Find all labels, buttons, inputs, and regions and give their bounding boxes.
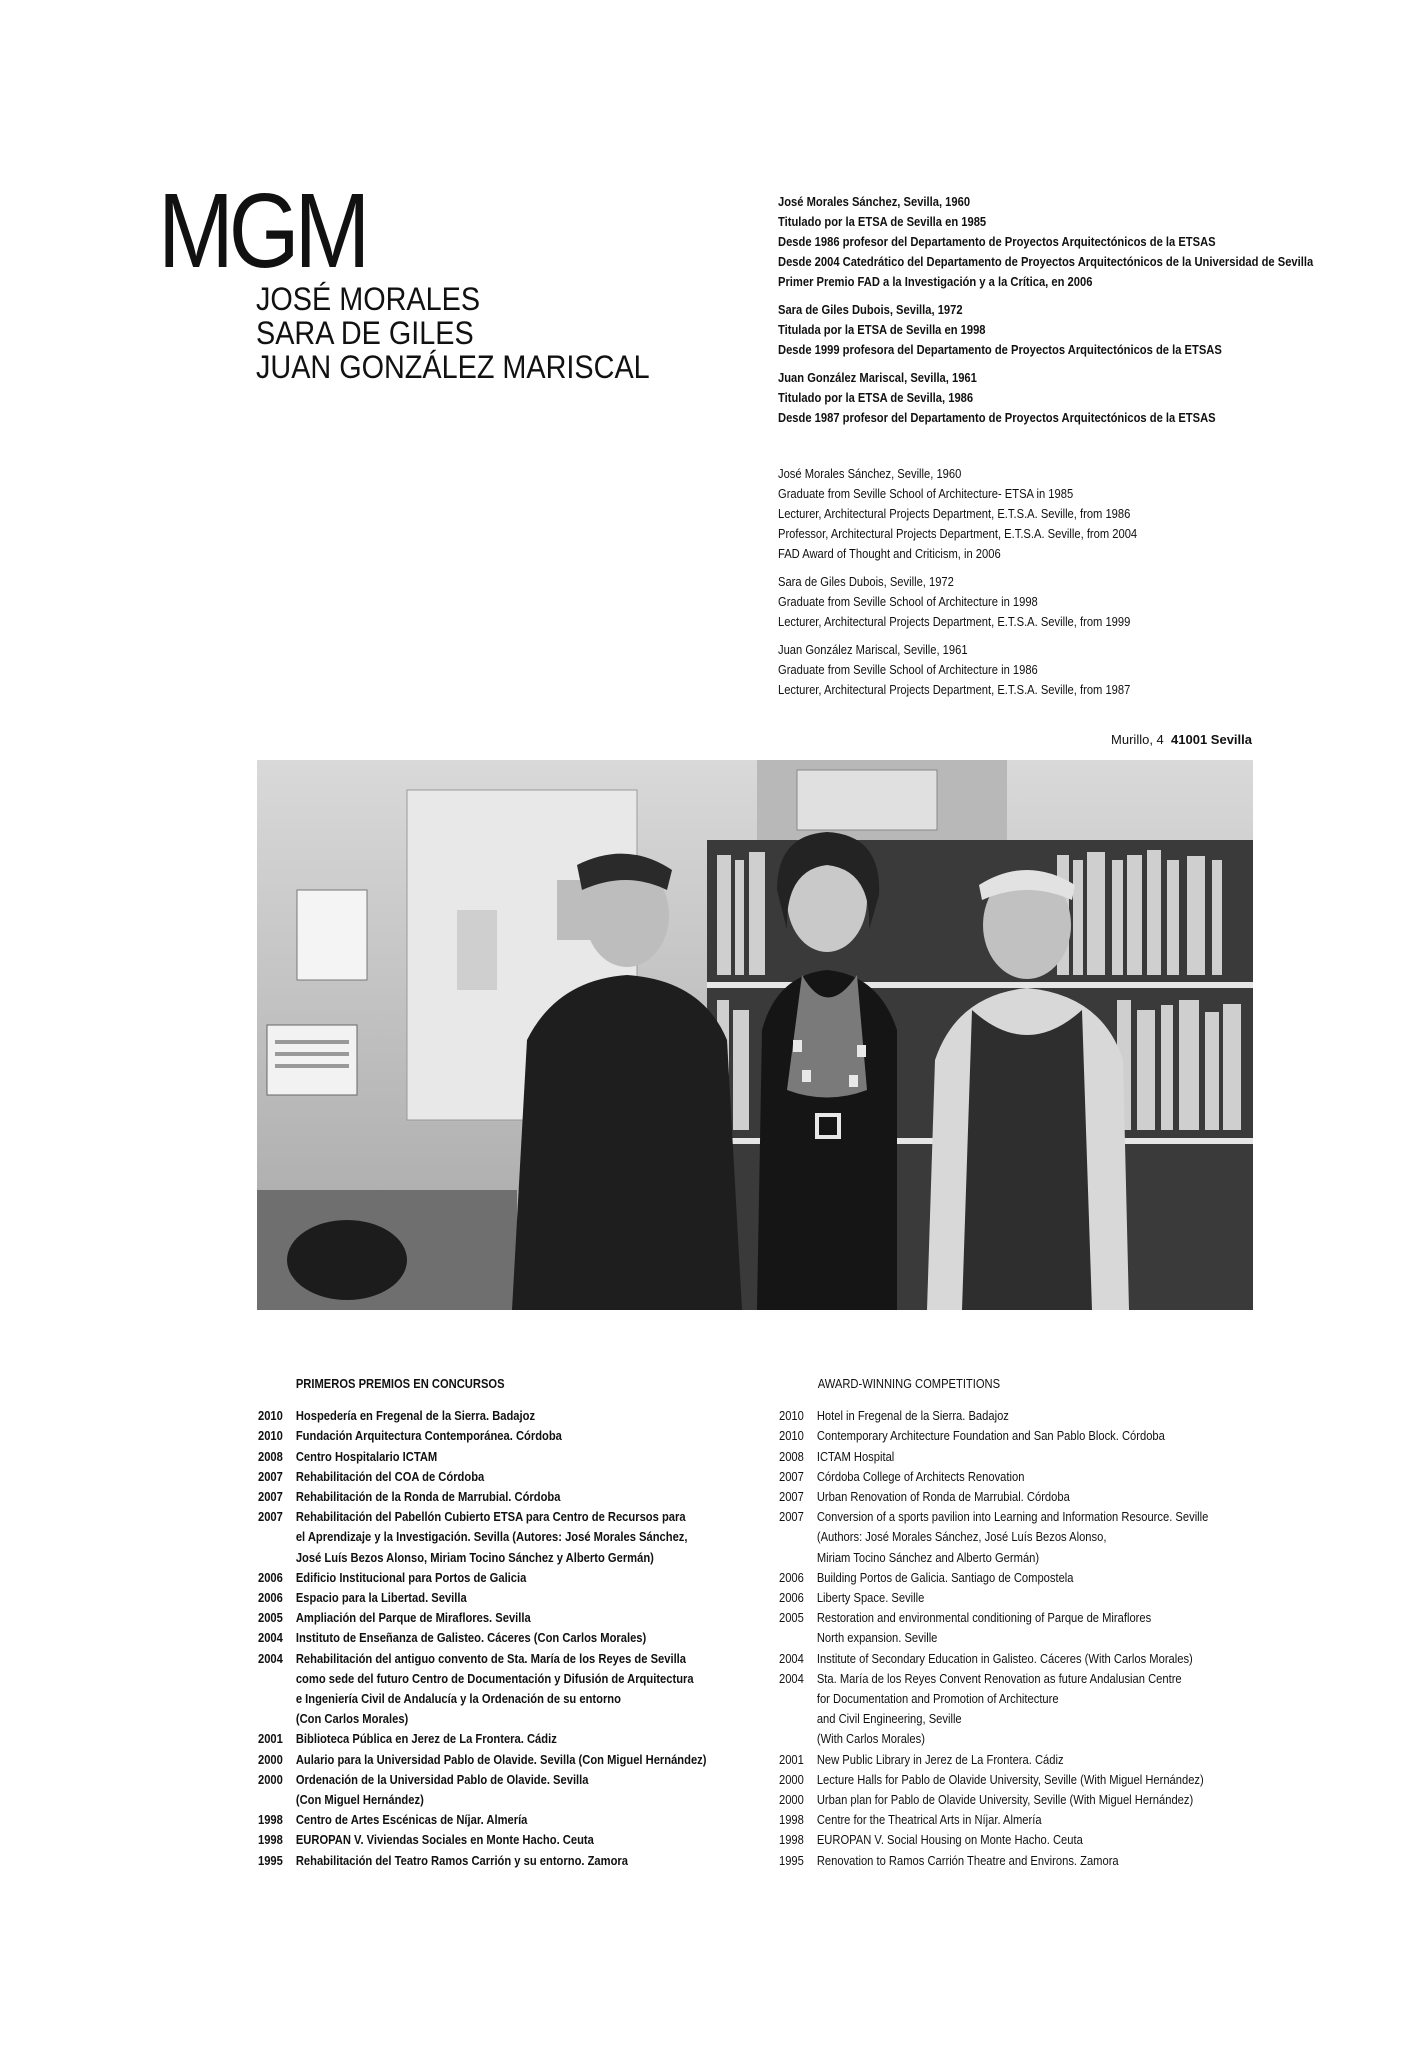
award-title-line: Miriam Tocino Sánchez and Alberto Germán) (816, 1549, 1040, 1565)
award-title-line: Edificio Institucional para Portos de Galicia (295, 1569, 527, 1585)
award-row (258, 1487, 707, 1507)
bio-line: Titulado por la ETSA de Sevilla, 1986 (778, 390, 974, 405)
award-row (258, 1830, 707, 1850)
award-title-line: ICTAM Hospital (816, 1448, 895, 1464)
award-title (296, 1467, 707, 1487)
award-title-line: Restoration and environmental conditioning of Parque de Miraflores (816, 1610, 1152, 1626)
bio-line: Desde 1999 profesora del Departamento de Proyectos Arquitectónicos de la ETSAS (778, 342, 1222, 357)
award-title-line: (Con Miguel Hernández) (295, 1792, 424, 1808)
award-year: 2006 (258, 1569, 283, 1585)
bio-line: Desde 1986 profesor del Departamento de Proyectos Arquitectónicos de la ETSAS (778, 234, 1216, 249)
award-row (258, 1447, 707, 1467)
bio-line: Graduate from Seville School of Architecture in 1986 (778, 662, 1038, 677)
award-title-line: e Ingeniería Civil de Andalucía y la Ordenación de su entorno (295, 1691, 621, 1707)
award-title (296, 1851, 707, 1871)
award-row (258, 1467, 707, 1487)
award-year: 2007 (779, 1468, 804, 1484)
award-row (779, 1426, 1208, 1446)
award-title-line: Espacio para la Libertad. Sevilla (295, 1590, 467, 1606)
award-title (296, 1608, 707, 1628)
award-year: 2008 (779, 1448, 804, 1464)
award-year: 1998 (258, 1812, 283, 1828)
award-year: 2010 (258, 1408, 283, 1424)
award-title (817, 1588, 1209, 1608)
award-title (296, 1729, 707, 1749)
award-title (817, 1649, 1209, 1669)
award-row (258, 1568, 707, 1588)
award-title-line: José Luís Bezos Alonso, Miriam Tocino Sánchez y Alberto Germán) (295, 1549, 654, 1565)
award-title (296, 1568, 707, 1588)
award-row (779, 1669, 1208, 1750)
award-year: 1998 (779, 1812, 804, 1828)
award-row (779, 1467, 1208, 1487)
award-title (296, 1588, 707, 1608)
award-title-line: Lecture Halls for Pablo de Olavide University, Seville (With Miguel Hernández) (816, 1771, 1204, 1787)
address-street: Murillo, 4 (1111, 732, 1164, 747)
award-row (258, 1729, 707, 1749)
award-year: 2006 (779, 1569, 804, 1585)
architect-name: JOSÉ MORALES (256, 281, 481, 317)
bio-line: Graduate from Seville School of Architecture in 1998 (778, 594, 1038, 609)
award-title (296, 1770, 707, 1810)
bio-line: Desde 1987 profesor del Departamento de Proyectos Arquitectónicos de la ETSAS (778, 410, 1216, 425)
awards-heading: AWARD-WINNING COMPETITIONS (817, 1376, 1001, 1391)
award-title (817, 1406, 1209, 1426)
award-year: 2010 (779, 1408, 804, 1424)
bio-block (778, 300, 1222, 360)
architect-name: SARA DE GILES (256, 315, 474, 351)
award-row (779, 1568, 1208, 1588)
award-title-line: Rehabilitación de la Ronda de Marrubial. Córdoba (295, 1489, 561, 1505)
award-title (296, 1750, 707, 1770)
awards-heading: PRIMEROS PREMIOS EN CONCURSOS (295, 1376, 505, 1391)
studio-logo: MGM (158, 172, 366, 290)
award-year: 2000 (258, 1751, 283, 1767)
award-year: 2006 (779, 1590, 804, 1606)
award-year: 2010 (779, 1428, 804, 1444)
award-title-line: Rehabilitación del antiguo convento de Sta. María de los Reyes de Sevilla (295, 1650, 687, 1666)
award-row (258, 1750, 707, 1770)
award-title (817, 1507, 1209, 1568)
team-photo-illustration (257, 760, 1253, 1310)
bio-line: Lecturer, Architectural Projects Department, E.T.S.A. Seville, from 1999 (778, 614, 1131, 629)
award-row (258, 1851, 707, 1871)
award-row (779, 1447, 1208, 1467)
address-city: 41001 Sevilla (1171, 732, 1252, 747)
bio-block (778, 572, 1186, 632)
award-row (258, 1588, 707, 1608)
bio-block (778, 192, 1314, 292)
award-title-line: Rehabilitación del Pabellón Cubierto ETSA para Centro de Recursos para (295, 1509, 686, 1525)
award-row (258, 1649, 707, 1730)
award-row (779, 1810, 1208, 1830)
award-year: 1995 (258, 1852, 283, 1868)
award-row (258, 1426, 707, 1446)
biography-spanish (778, 192, 1314, 436)
bio-line: Sara de Giles Dubois, Seville, 1972 (778, 574, 954, 589)
bio-line: Titulado por la ETSA de Sevilla en 1985 (778, 214, 987, 229)
award-year: 2007 (779, 1509, 804, 1525)
award-title-line: Ampliación del Parque de Miraflores. Sevilla (295, 1610, 531, 1626)
award-title (296, 1810, 707, 1830)
award-row (779, 1790, 1208, 1810)
award-row (779, 1487, 1208, 1507)
award-row (258, 1770, 707, 1810)
bio-line: José Morales Sánchez, Sevilla, 1960 (778, 194, 971, 209)
award-year: 2005 (258, 1610, 283, 1626)
award-year: 2005 (779, 1610, 804, 1626)
award-year: 2007 (258, 1509, 283, 1525)
bio-line: Graduate from Seville School of Architecture- ETSA in 1985 (778, 486, 1074, 501)
award-row (779, 1851, 1208, 1871)
award-year: 2001 (779, 1751, 804, 1767)
award-title-line: Biblioteca Pública en Jerez de La Frontera. Cádiz (295, 1731, 557, 1747)
award-title (296, 1426, 707, 1446)
bio-block (778, 640, 1186, 700)
award-title (817, 1447, 1209, 1467)
award-row (779, 1750, 1208, 1770)
bio-line: FAD Award of Thought and Criticism, in 2006 (778, 546, 1001, 561)
award-title-line: Córdoba College of Architects Renovation (816, 1468, 1025, 1484)
award-title-line: Building Portos de Galicia. Santiago de Compostela (816, 1569, 1074, 1585)
award-title-line: Rehabilitación del COA de Córdoba (295, 1468, 485, 1484)
award-year: 2000 (779, 1792, 804, 1808)
award-title-line: Centre for the Theatrical Arts in Níjar. Almería (816, 1812, 1042, 1828)
award-title-line: Centro de Artes Escénicas de Níjar. Almería (295, 1812, 528, 1828)
award-title-line: Fundación Arquitectura Contemporánea. Córdoba (295, 1428, 562, 1444)
award-title-line: Conversion of a sports pavilion into Learning and Information Resource. Seville (816, 1509, 1209, 1525)
award-title (817, 1568, 1209, 1588)
award-year: 2001 (258, 1731, 283, 1747)
bio-line: José Morales Sánchez, Seville, 1960 (778, 466, 962, 481)
award-title-line: and Civil Engineering, Seville (816, 1711, 962, 1727)
award-row (258, 1628, 707, 1648)
award-title-line: EUROPAN V. Social Housing on Monte Hacho. Ceuta (816, 1832, 1083, 1848)
award-title-line: Institute of Secondary Education in Galisteo. Cáceres (With Carlos Morales) (816, 1650, 1193, 1666)
award-title (817, 1790, 1209, 1810)
award-year: 2000 (258, 1771, 283, 1787)
award-title (817, 1426, 1209, 1446)
team-photo (257, 760, 1253, 1310)
bio-line: Primer Premio FAD a la Investigación y a la Crítica, en 2006 (778, 274, 1093, 289)
bio-line: Juan González Mariscal, Seville, 1961 (778, 642, 968, 657)
architect-names (256, 282, 650, 384)
award-year: 2007 (258, 1468, 283, 1484)
award-row (258, 1406, 707, 1426)
award-row (258, 1608, 707, 1628)
award-title-line: Hotel in Fregenal de la Sierra. Badajoz (816, 1408, 1009, 1424)
awards-english (779, 1374, 1208, 1871)
studio-address (1000, 732, 1252, 747)
award-row (779, 1770, 1208, 1790)
bio-line: Titulada por la ETSA de Sevilla en 1998 (778, 322, 986, 337)
award-title (817, 1669, 1209, 1750)
award-title-line: Sta. María de los Reyes Convent Renovation as future Andalusian Centre (816, 1670, 1182, 1686)
award-title (296, 1628, 707, 1648)
award-title-line: (With Carlos Morales) (816, 1731, 925, 1747)
award-title (296, 1830, 707, 1850)
award-title (817, 1487, 1209, 1507)
award-title-line: Urban plan for Pablo de Olavide University, Seville (With Miguel Hernández) (816, 1792, 1194, 1808)
award-row (779, 1406, 1208, 1426)
bio-line: Professor, Architectural Projects Department, E.T.S.A. Seville, from 2004 (778, 526, 1138, 541)
award-title-line: Hospedería en Fregenal de la Sierra. Badajoz (295, 1408, 536, 1424)
award-year: 1998 (779, 1832, 804, 1848)
architect-name: JUAN GONZÁLEZ MARISCAL (256, 349, 650, 385)
award-title-line: (Con Carlos Morales) (295, 1711, 409, 1727)
award-title (817, 1810, 1209, 1830)
award-title-line: Urban Renovation of Ronda de Marrubial. Córdoba (816, 1489, 1070, 1505)
bio-line: Juan González Mariscal, Sevilla, 1961 (778, 370, 977, 385)
award-year: 2004 (779, 1650, 804, 1666)
award-title-line: (Authors: José Morales Sánchez, José Luís Bezos Alonso, (816, 1529, 1107, 1545)
award-title-line: New Public Library in Jerez de La Frontera. Cádiz (816, 1751, 1064, 1767)
award-year: 2010 (258, 1428, 283, 1444)
award-title-line: North expansion. Seville (816, 1630, 938, 1646)
award-year: 2006 (258, 1590, 283, 1606)
award-title (296, 1649, 707, 1730)
award-title-line: Centro Hospitalario ICTAM (295, 1448, 438, 1464)
award-title-line: Instituto de Enseñanza de Galisteo. Cáceres (Con Carlos Morales) (295, 1630, 647, 1646)
awards-list (258, 1406, 707, 1871)
award-row (779, 1588, 1208, 1608)
award-year: 1998 (258, 1832, 283, 1848)
award-title-line: el Aprendizaje y la Investigación. Sevilla (Autores: José Morales Sánchez, (295, 1529, 688, 1545)
award-year: 2007 (779, 1489, 804, 1505)
award-title (817, 1750, 1209, 1770)
award-row (779, 1507, 1208, 1568)
award-row (258, 1810, 707, 1830)
award-year: 2004 (779, 1670, 804, 1686)
award-row (258, 1507, 707, 1568)
award-title-line: Contemporary Architecture Foundation and San Pablo Block. Córdoba (816, 1428, 1165, 1444)
award-year: 2004 (258, 1650, 283, 1666)
award-title (817, 1770, 1209, 1790)
bio-block (778, 464, 1186, 564)
awards-spanish (258, 1374, 707, 1871)
awards-list (779, 1406, 1208, 1871)
award-title-line: Renovation to Ramos Carrión Theatre and Environs. Zamora (816, 1852, 1119, 1868)
bio-line: Lecturer, Architectural Projects Department, E.T.S.A. Seville, from 1987 (778, 682, 1131, 697)
award-title (817, 1830, 1209, 1850)
bio-block (778, 368, 1216, 428)
award-year: 2008 (258, 1448, 283, 1464)
award-year: 1995 (779, 1852, 804, 1868)
award-row (779, 1649, 1208, 1669)
award-title (296, 1487, 707, 1507)
award-title-line: EUROPAN V. Viviendas Sociales en Monte Hacho. Ceuta (295, 1832, 594, 1848)
award-year: 2000 (779, 1771, 804, 1787)
award-title (296, 1447, 707, 1467)
award-title (296, 1507, 707, 1568)
award-title-line: for Documentation and Promotion of Architecture (816, 1691, 1059, 1707)
award-year: 2004 (258, 1630, 283, 1646)
award-row (779, 1608, 1208, 1648)
award-title-line: Aulario para la Universidad Pablo de Olavide. Sevilla (Con Miguel Hernández) (295, 1751, 707, 1767)
award-title-line: Liberty Space. Seville (816, 1590, 925, 1606)
award-title (296, 1406, 707, 1426)
bio-line: Desde 2004 Catedrático del Departamento de Proyectos Arquitectónicos de la Universidad de Sevilla (778, 254, 1314, 269)
bio-line: Lecturer, Architectural Projects Department, E.T.S.A. Seville, from 1986 (778, 506, 1131, 521)
award-title (817, 1467, 1209, 1487)
biography-english (778, 464, 1186, 708)
bio-line: Sara de Giles Dubois, Sevilla, 1972 (778, 302, 963, 317)
award-row (779, 1830, 1208, 1850)
award-title-line: como sede del futuro Centro de Documentación y Difusión de Arquitectura (295, 1670, 694, 1686)
award-title (817, 1851, 1209, 1871)
award-year: 2007 (258, 1489, 283, 1505)
award-title (817, 1608, 1209, 1648)
award-title-line: Rehabilitación del Teatro Ramos Carrión y su entorno. Zamora (295, 1852, 629, 1868)
award-title-line: Ordenación de la Universidad Pablo de Olavide. Sevilla (295, 1771, 589, 1787)
